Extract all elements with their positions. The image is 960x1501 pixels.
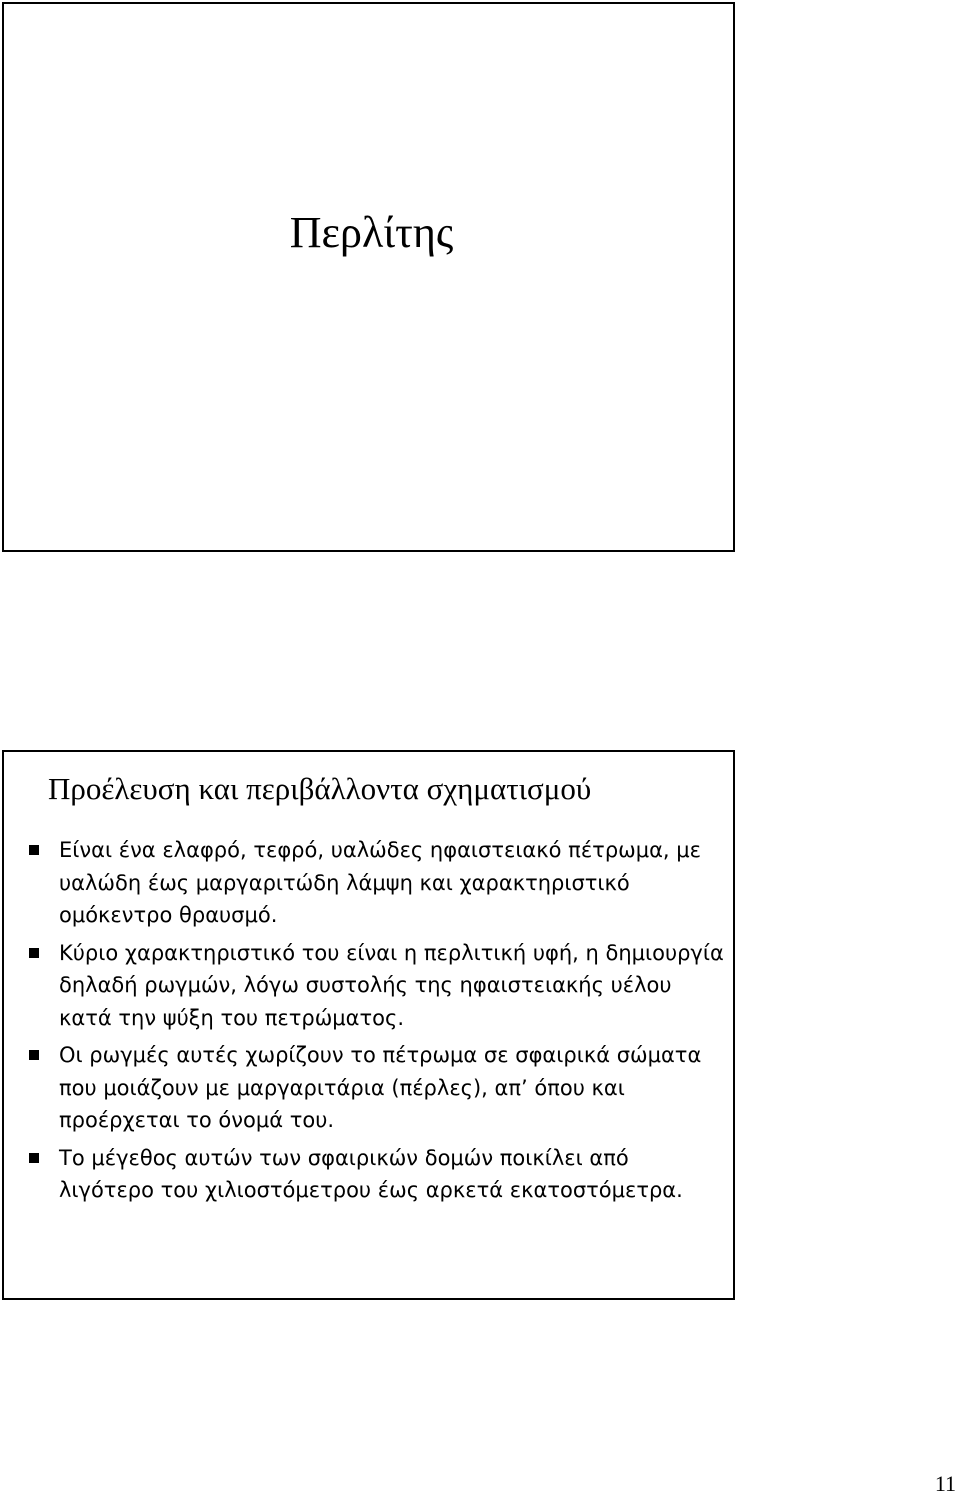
square-bullet-icon	[29, 948, 39, 958]
bullet-item	[4, 1142, 737, 1207]
bullet-text: Είναι ένα ελαφρό, τεφρό, υαλώδες ηφαιστειακό πέτρωμα, με υαλώδη έως μαργαριτώδη λάμψη και χαρακτηριστικό ομόκεντρο θραυσμό.	[59, 838, 701, 927]
slide-2-title: Προέλευση και περιβάλλοντα σχηματισμού	[48, 771, 592, 806]
bullet-item	[4, 1039, 737, 1137]
square-bullet-icon	[29, 1153, 39, 1163]
bullet-text: Κύριο χαρακτηριστικό του είναι η περλιτική υφή, η δημιουργία δηλαδή ρωγμών, λόγω συστολής της ηφαιστειακής υέλου κατά την ψύξη του πετρώματος.	[59, 940, 724, 1030]
slide-1	[2, 2, 735, 552]
square-bullet-icon	[29, 845, 39, 855]
bullet-text: Οι ρωγμές αυτές χωρίζουν το πέτρωμα σε σφαιρικά σώματα που μοιάζουν με μαργαριτάρια (πέρλες), απ’ όπου και προέρχεται το όνομά του.	[59, 1043, 702, 1132]
bullet-item	[4, 937, 737, 1035]
page-number: 11	[934, 1471, 956, 1496]
bullet-list	[4, 834, 737, 1212]
bullet-text: Το μέγεθος αυτών των σφαιρικών δομών ποικίλει από λιγότερο του χιλιοστόμετρου έως αρκετά εκατοστόμετρα.	[59, 1145, 683, 1202]
slide-2	[2, 750, 735, 1300]
slide-1-title: Περλίτης	[289, 208, 454, 257]
square-bullet-icon	[29, 1050, 39, 1060]
bullet-item	[4, 834, 737, 932]
